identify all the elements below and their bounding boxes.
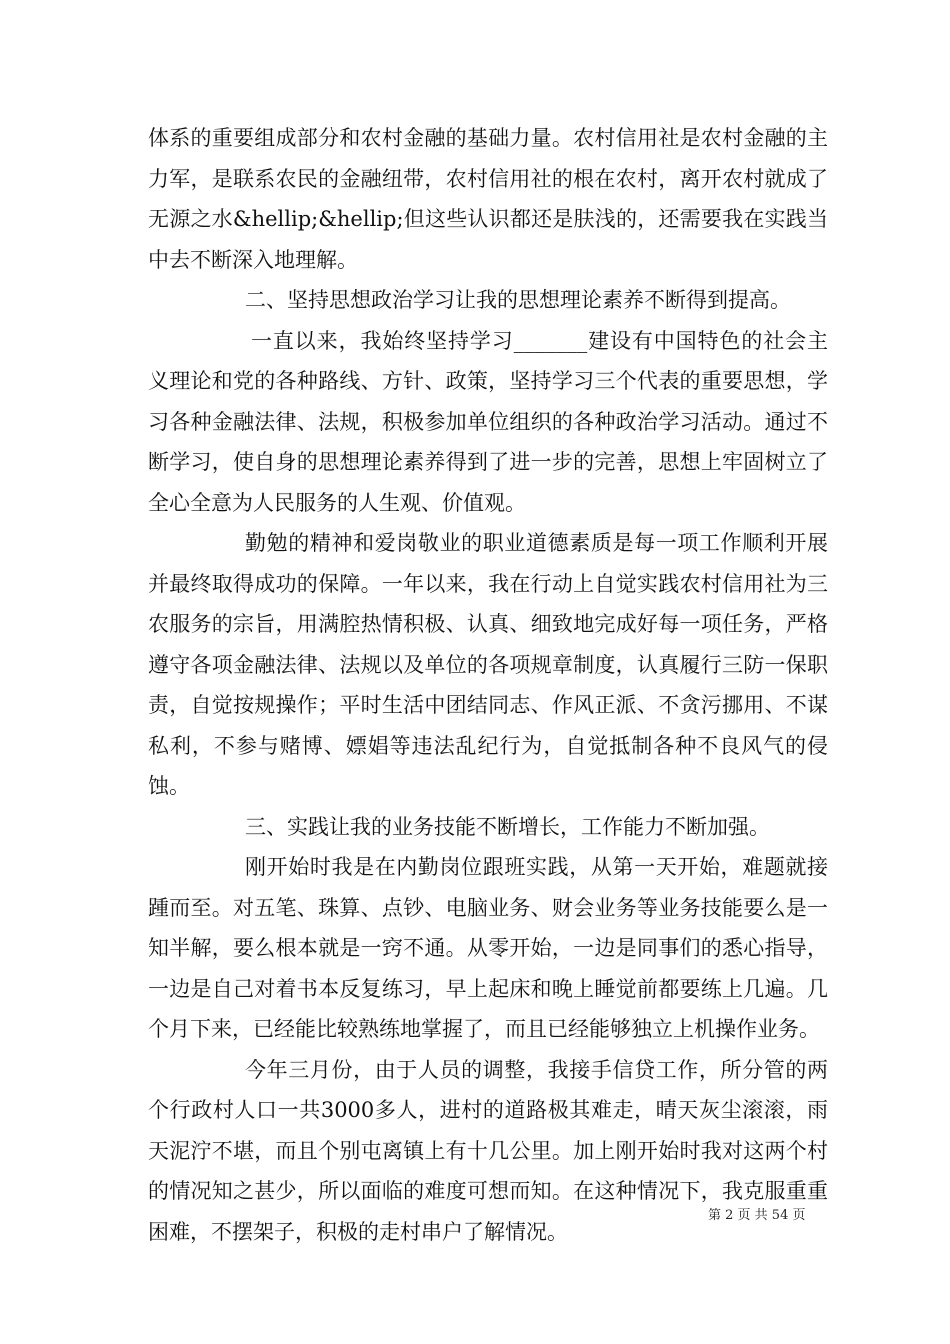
paragraph-study: 一直以来，我始终坚持学习_______建设有中国特色的社会主义理论和党的各种路线、方针、政策，坚持学习三个代表的重要思想，学习各种金融法律、法规，积极参加单位组织的各种政治学习活动。通过不断学习，使自身的思想理论素养得到了进一步的完善，思想上牢固树立了全心全意为人民服务的人生观、价值观。	[148, 328, 828, 515]
page-number-footer: 第 2 页 共 54 页	[708, 1208, 806, 1223]
section-heading-3: 三、实践让我的业务技能不断增长，工作能力不断加强。	[245, 814, 770, 839]
section-heading-2: 二、坚持思想政治学习让我的思想理论素养不断得到提高。	[245, 288, 791, 312]
paragraph-diligence: 勤勉的精神和爱岗敬业的职业道德素质是每一项工作顺利开展并最终取得成功的保障。一年以来，我在行动上自觉实践农村信用社为三农服务的宗旨，用满腔热情积极、认真、细致地完成好每一项任务，严格遵守各项金融法律、法规以及单位的各项规章制度，认真履行三防一保职责，自觉按规操作；平时生活中团结同志、作风正派、不贪污挪用、不谋私利，不参与赌博、嫖娼等违法乱纪行为，自觉抵制各种不良风气的侵蚀。	[148, 531, 828, 798]
paragraph-continuation: 体系的重要组成部分和农村金融的基础力量。农村信用社是农村金融的主力军，是联系农民的金融纽带，农村信用社的根在农村，离开农村就成了无源之水&hellip;&hellip;但这些认识都还是肤浅的，还需要我在实践当中去不断深入地理解。	[148, 126, 828, 272]
paragraph-credit-work: 今年三月份，由于人员的调整，我接手信贷工作，所分管的两个行政村人口一共3000多人，进村的道路极其难走，晴天灰尘滚滚，雨天泥泞不堪，而且个别屯离镇上有十几公里。加上刚开始时我对这两个村的情况知之甚少，所以面临的难度可想而知。在这种情况下，我克服重重困难，不摆架子，积极的走村串户了解情况。	[148, 1057, 828, 1244]
body-text	[148, 118, 828, 1252]
paragraph-practice: 刚开始时我是在内勤岗位跟班实践，从第一天开始，难题就接踵而至。对五笔、珠算、点钞、电脑业务、财会业务等业务技能要么是一知半解，要么根本就是一窍不通。从零开始，一边是同事们的悉心指导，一边是自己对着书本反复练习，早上起床和晚上睡觉前都要练上几遍。几个月下来，已经能比较熟练地掌握了，而且已经能够独立上机操作业务。	[148, 855, 828, 1041]
